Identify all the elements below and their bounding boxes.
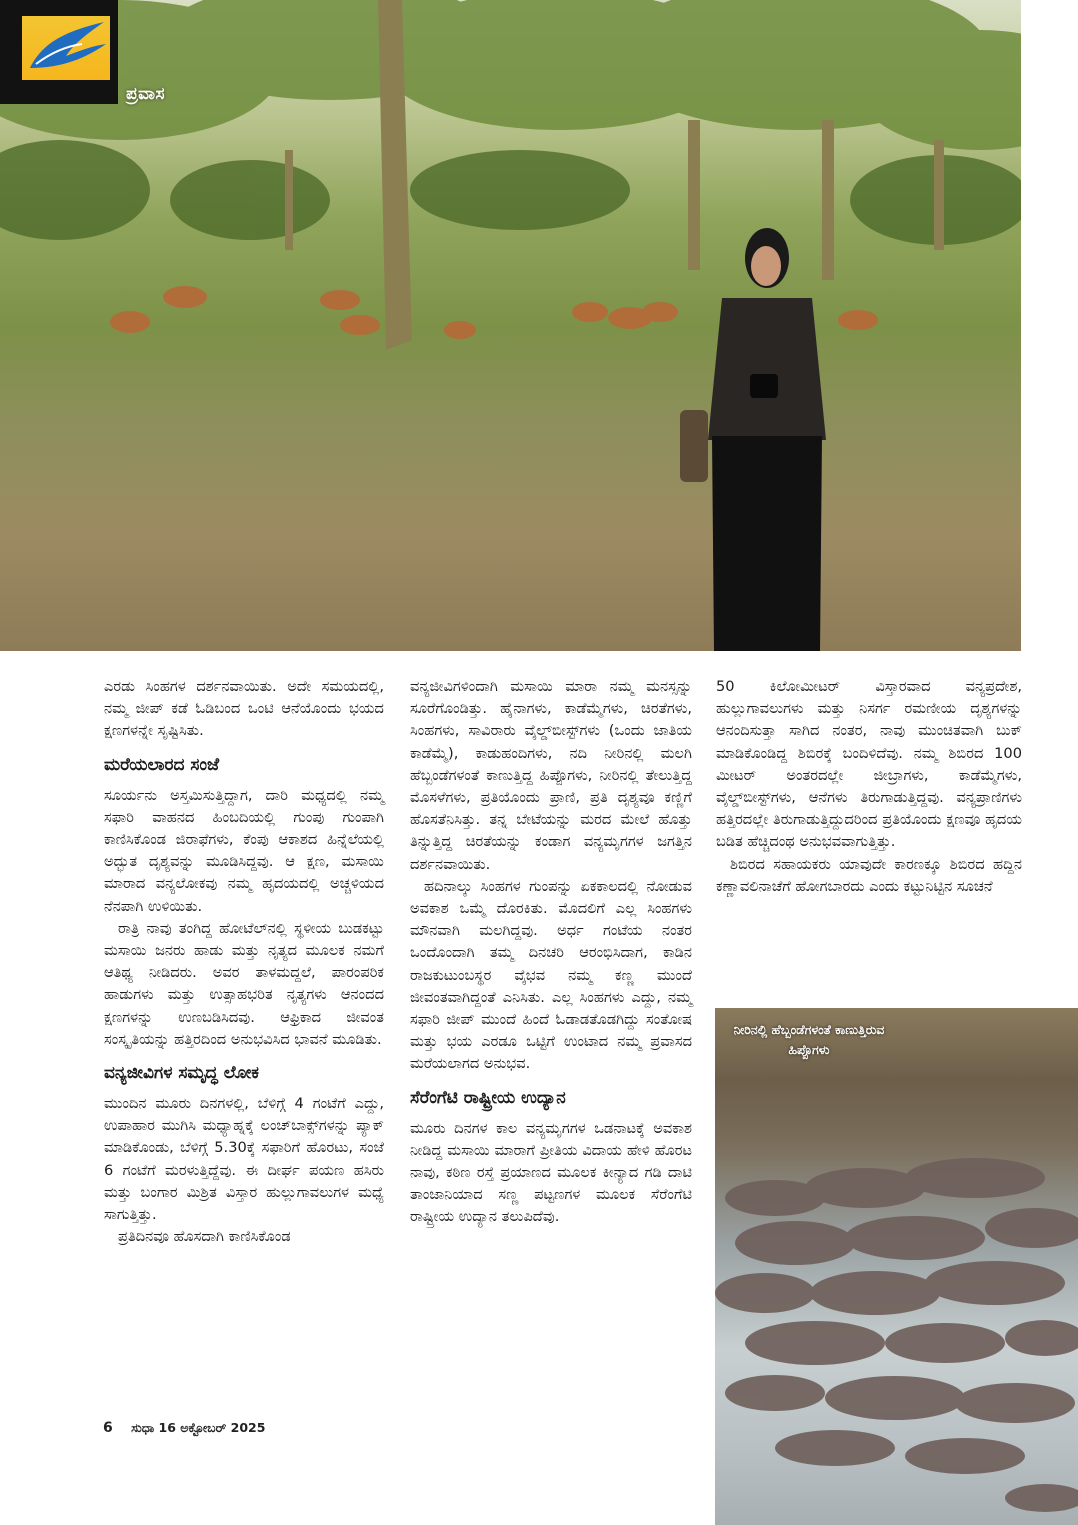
paragraph: ಎರಡು ಸಿಂಹಗಳ ದರ್ಶನವಾಯಿತು. ಅದೇ ಸಮಯದಲ್ಲಿ, ನಮ್ಮ ಜೀಪ್ ಕಡೆ ಓಡಿಬಂದ ಒಂಟಿ ಆನೆಯೊಂದು ಭಯದ ಕ್ಷಣಗಳನ್ನೇ ಸೃಷ್ಟಿಸಿತು.	[104, 678, 384, 740]
bird-logo	[22, 16, 110, 80]
hippo-pool-scene	[715, 1008, 1078, 1525]
traveller-figure	[680, 228, 826, 651]
paragraph: ಮುಂದಿನ ಮೂರು ದಿನಗಳಲ್ಲಿ, ಬೆಳಿಗ್ಗೆ 4 ಗಂಟೆಗೆ ಎದ್ದು, ಉಪಾಹಾರ ಮುಗಿಸಿ ಮಧ್ಯಾಹ್ನಕ್ಕೆ ಲಂಚ್‌ಬಾಕ್ಸ್‌ಗಳನ್ನು ಪ್ಯಾಕ್ ಮಾಡಿಕೊಂಡು, ಬೆಳಿಗ್ಗೆ 5.30ಕ್ಕೆ ಸಫಾರಿಗೆ ಹೊರಟು, ಸಂಜೆ 6 ಗಂಟೆಗೆ ಮರಳುತ್ತಿದ್ದೆವು. ಈ ದೀರ್ಘ ಪಯಣ ಹಸಿರು ಮತ್ತು ಬಂಗಾರ ಮಿಶ್ರಿತ ವಿಸ್ತಾರ ಹುಲ್ಲುಗಾವಲುಗಳ ಮಧ್ಯೆ ಸಾಗುತ್ತಿತ್ತು.	[104, 1095, 384, 1224]
subheading: ಸೆರೆಂಗೆಟಿ ರಾಷ್ಟ್ರೀಯ ಉದ್ಯಾನ	[410, 1087, 566, 1108]
article-column-2	[410, 676, 692, 1229]
paragraph: ಸೂರ್ಯನು ಅಸ್ತಮಿಸುತ್ತಿದ್ದಾಗ, ದಾರಿ ಮಧ್ಯದಲ್ಲಿ ನಮ್ಮ ಸಫಾರಿ ವಾಹನದ ಹಿಂಬದಿಯಲ್ಲಿ ಗುಂಪು ಗುಂಪಾಗಿ ಕಾಣಿಸಿಕೊಂಡ ಜಿರಾಫೆಗಳು, ಕೆಂಪು ಆಕಾಶದ ಹಿನ್ನೆಲೆಯಲ್ಲಿ ಅದ್ಭುತ ದೃಶ್ಯವನ್ನು ಮೂಡಿಸಿದ್ದವು. ಆ ಕ್ಷಣ, ಮಸಾಯಿ ಮಾರಾದ ವನ್ಯಲೋಕವು ನಮ್ಮ ಹೃದಯದಲ್ಲಿ ಅಚ್ಚಳಿಯದ ನೆನಪಾಗಿ ಉಳಿಯಿತು.	[104, 786, 384, 915]
article-column-3	[716, 676, 1022, 898]
hero-photo	[0, 0, 1021, 651]
paragraph: ಹದಿನಾಲ್ಕು ಸಿಂಹಗಳ ಗುಂಪನ್ನು ಏಕಕಾಲದಲ್ಲಿ ನೋಡುವ ಅವಕಾಶ ಒಮ್ಮೆ ದೊರಕಿತು. ಮೊದಲಿಗೆ ಎಲ್ಲ ಸಿಂಹಗಳು ಮೌನವಾಗಿ ಮಲಗಿದ್ದವು. ಅರ್ಧ ಗಂಟೆಯ ನಂತರ ಒಂದೊಂದಾಗಿ ತಮ್ಮ ದಿನಚರಿ ಆರಂಭಿಸಿದಾಗ, ಕಾಡಿನ ರಾಜಕುಟುಂಬಸ್ಥರ ವೈಭವ ನಮ್ಮ ಕಣ್ಣ ಮುಂದೆ ಜೀವಂತವಾಗಿದ್ದಂತೆ ಎನಿಸಿತು. ಎಲ್ಲ ಸಿಂಹಗಳು ಎದ್ದು, ನಮ್ಮ ಸಫಾರಿ ಜೀಪ್ ಮುಂದೆ ಹಿಂದೆ ಓಡಾಡತೊಡಗಿದ್ದು ಸಂತೋಷ ಮತ್ತು ಭಯ ಎರಡೂ ಒಟ್ಟಿಗೆ ಉಂಟಾದ ನಮ್ಮ ಪ್ರವಾಸದ ಮರೆಯಲಾಗದ ಅನುಭವ.	[410, 877, 692, 1073]
subheading: ವನ್ಯಜೀವಿಗಳ ಸಮೃದ್ಧ ಲೋಕ	[104, 1063, 259, 1084]
paragraph: ಪ್ರತಿದಿನವೂ ಹೊಸದಾಗಿ ಕಾಣಿಸಿಕೊಂಡ	[118, 1228, 291, 1246]
photo-caption: ನೀರಿನಲ್ಲಿ ಹೆಬ್ಬಂಡೆಗಳಂತೆ ಕಾಣುತ್ತಿರುವ ಹಿಪ್ಪೊಗಳು	[733, 1022, 885, 1057]
subheading: ಮರೆಯಲಾರದ ಸಂಜೆ	[104, 754, 220, 775]
paragraph: ಮೂರು ದಿನಗಳ ಕಾಲ ವನ್ಯಮೃಗಗಳ ಒಡನಾಟಕ್ಕೆ ಅವಕಾಶ ನೀಡಿದ್ದ ಮಸಾಯಿ ಮಾರಾಗೆ ಪ್ರೀತಿಯ ವಿದಾಯ ಹೇಳಿ ಹೊರಟ ನಾವು, ಕಠಿಣ ರಸ್ತೆ ಪ್ರಯಾಣದ ಮೂಲಕ ಕೀನ್ಯಾದ ಗಡಿ ದಾಟಿ ತಾಂಜಾನಿಯಾದ ಸಣ್ಣ ಪಟ್ಟಣಗಳ ಮೂಲಕ ಸೆರೆಂಗೆಟಿ ರಾಷ್ಟ್ರೀಯ ಉದ್ಯಾನ ತಲುಪಿದೆವು.	[410, 1119, 692, 1226]
hippo-photo	[715, 1008, 1078, 1525]
page-footer	[103, 1420, 265, 1436]
paragraph: ರಾತ್ರಿ ನಾವು ತಂಗಿದ್ದ ಹೋಟೆಲ್‌ನಲ್ಲಿ ಸ್ಥಳೀಯ ಬುಡಕಟ್ಟು ಮಸಾಯಿ ಜನರು ಹಾಡು ಮತ್ತು ನೃತ್ಯದ ಮೂಲಕ ನಮಗೆ ಆತಿಥ್ಯ ನೀಡಿದರು. ಅವರ ತಾಳಮದ್ದಲೆ, ಪಾರಂಪರಿಕ ಹಾಡುಗಳು ಮತ್ತು ಉತ್ಸಾಹಭರಿತ ನೃತ್ಯಗಳು ಆನಂದದ ಕ್ಷಣಗಳನ್ನು ಉಣಬಡಿಸಿದವು. ಆಫ್ರಿಕಾದ ಜೀವಂತ ಸಂಸ್ಕೃತಿಯನ್ನು ಹತ್ತಿರದಿಂದ ಅನುಭವಿಸಿದ ಭಾವನೆ ಮೂಡಿತು.	[104, 919, 384, 1048]
paragraph: 50 ಕಿಲೋಮೀಟರ್ ವಿಸ್ತಾರವಾದ ವನ್ಯಪ್ರದೇಶ, ಹುಲ್ಲುಗಾವಲುಗಳು ಮತ್ತು ನಿಸರ್ಗ ರಮಣೀಯ ದೃಶ್ಯಗಳನ್ನು ಆನಂದಿಸುತ್ತಾ ಸಾಗಿದ ನಂತರ, ನಾವು ಮುಂಚಿತವಾಗಿ ಬುಕ್ ಮಾಡಿಕೊಂಡಿದ್ದ ಶಿಬಿರಕ್ಕೆ ಬಂದಿಳಿದೆವು. ನಮ್ಮ ಶಿಬಿರದ 100 ಮೀಟರ್ ಅಂತರದಲ್ಲೇ ಜೀಬ್ರಾಗಳು, ಕಾಡೆಮ್ಮೆಗಳು, ವೈಲ್ಡ್‌ಬೀಸ್ಟ್‌ಗಳು, ಆನೆಗಳು ತಿರುಗಾಡುತ್ತಿದ್ದವು. ವನ್ಯಪ್ರಾಣಿಗಳು ಹತ್ತಿರದಲ್ಲೇ ತಿರುಗಾಡುತ್ತಿದ್ದುದರಿಂದ ಪ್ರತಿಯೊಂದು ಕ್ಷಣವೂ ಹೃದಯ ಬಡಿತ ಹೆಚ್ಚಿದಂಥ ಅನುಭವವಾಗುತ್ತಿತ್ತು.	[716, 678, 1022, 851]
paragraph: ಶಿಬಿರದ ಸಹಾಯಕರು ಯಾವುದೇ ಕಾರಣಕ್ಕೂ ಶಿಬಿರದ ಹದ್ದಿನ ಕಣ್ಣಾವಲಿನಾಚೆಗೆ ಹೋಗಬಾರದು ಎಂದು ಕಟ್ಟುನಿಟ್ಟಿನ ಸೂಚನೆ	[716, 855, 1022, 895]
section-tag: ಪ್ರವಾಸ	[126, 84, 166, 104]
publication-line: ಸುಧಾ 16 ಅಕ್ಟೋಬರ್ 2025	[131, 1420, 266, 1435]
article-column-1	[104, 676, 384, 1248]
page-number: 6	[103, 1420, 113, 1436]
paragraph: ವನ್ಯಜೀವಿಗಳಿಂದಾಗಿ ಮಸಾಯಿ ಮಾರಾ ನಮ್ಮ ಮನಸ್ಸನ್ನು ಸೂರೆಗೊಂಡಿತ್ತು. ಹೈನಾಗಳು, ಕಾಡೆಮ್ಮೆಗಳು, ಚಿರತೆಗಳು, ಸಿಂಹಗಳು, ಸಾವಿರಾರು ವೈಲ್ಡ್‌ಬೀಸ್ಟ್‌ಗಳು (ಒಂದು ಜಾತಿಯ ಕಾಡೆಮ್ಮೆ), ಕಾಡುಹಂದಿಗಳು, ನದಿ ನೀರಿನಲ್ಲಿ ಮಲಗಿ ಹೆಬ್ಬಂಡೆಗಳಂತೆ ಕಾಣುತ್ತಿದ್ದ ಹಿಪ್ಪೊಗಳು, ನೀರಿನಲ್ಲಿ ತೇಲುತ್ತಿದ್ದ ಮೊಸಳೆಗಳು, ಪ್ರತಿಯೊಂದು ಪ್ರಾಣಿ, ಪ್ರತಿ ದೃಶ್ಯವೂ ಕಣ್ಣಿಗೆ ಹೊಸತೆನಿಸಿತ್ತು. ತನ್ನ ಬೇಟೆಯನ್ನು ಮರದ ಮೇಲೆ ಹೊತ್ತು ತಿನ್ನುತ್ತಿದ್ದ ಚಿರತೆಯನ್ನು ಕಂಡಾಗ ವನ್ಯಮೃಗಗಳ ಜಗತ್ತಿನ ದರ್ಶನವಾಯಿತು.	[410, 678, 692, 873]
